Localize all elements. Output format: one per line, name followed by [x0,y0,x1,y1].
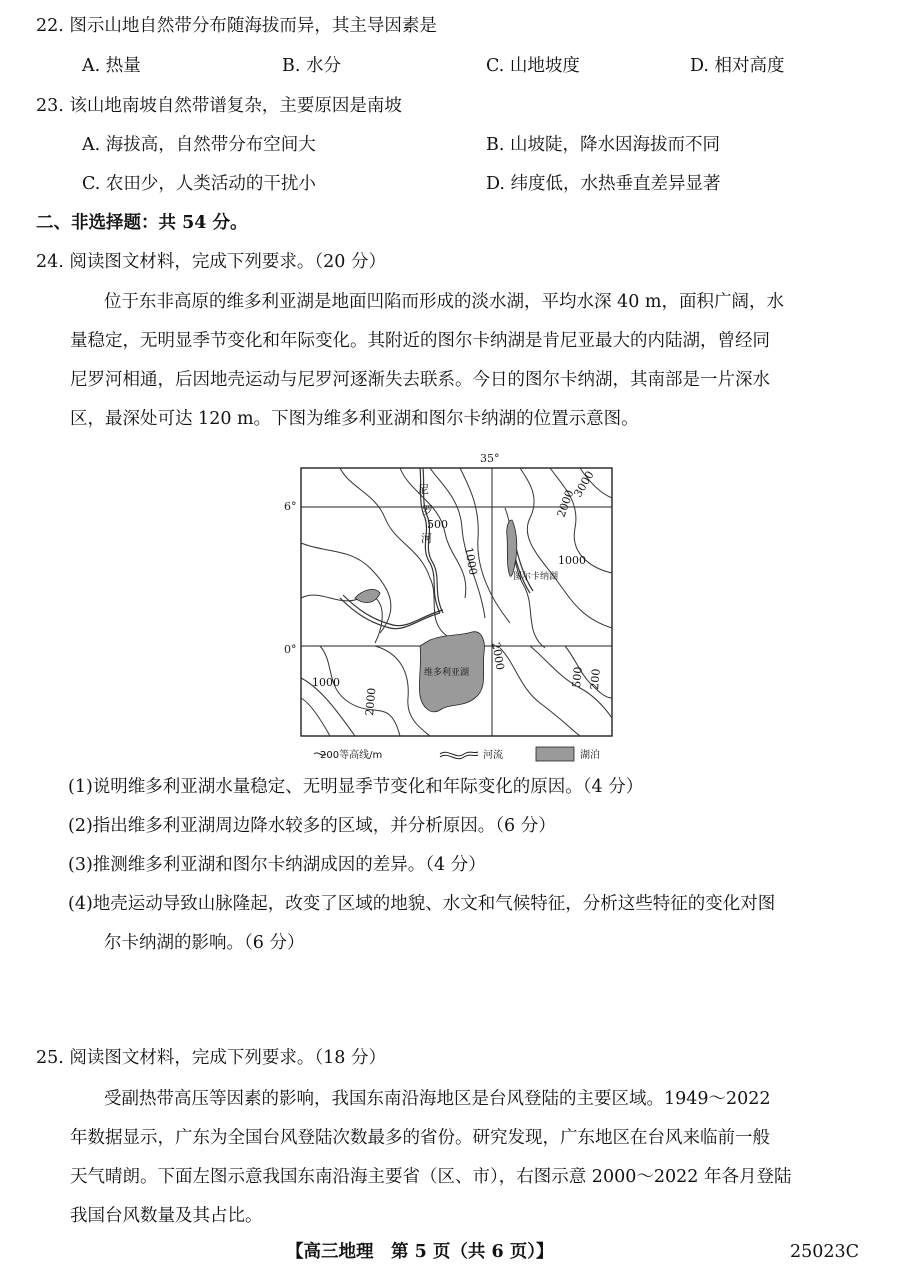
q25-paragraph-line-2: 年数据显示，广东为全国台风登陆次数最多的省份。研究发现，广东地区在台风来临前一般 [70,1128,770,1148]
q23-option-d: D. 纬度低，水热垂直差异显著 [486,174,721,194]
q24-sub-3: (3)推测维多利亚湖和图尔卡纳湖成因的差异。（4 分） [68,855,486,875]
q22-option-c: C. 山地坡度 [486,56,580,76]
q23-option-a: A. 海拔高，自然带分布空间大 [82,135,316,155]
lake-victoria-label: 维多利亚湖 [424,668,470,678]
contour-label-500: 500 [427,518,448,531]
section-2-title: 二、非选择题：共 54 分。 [36,213,248,233]
q24-paragraph-line-1: 位于东非高原的维多利亚湖是地面凹陷而形成的淡水湖，平均水深 40 m，面积广阔，水 [104,292,784,312]
q25-paragraph-line-4: 我国台风数量及其占比。 [70,1206,263,1226]
longitude-35-label: 35° [480,452,500,465]
q24-sub-2: (2)指出维多利亚湖周边降水较多的区域，并分析原因。（6 分） [68,816,556,836]
small-lake-shape [355,589,380,602]
q23-stem: 23. 该山地南坡自然带谱复杂，主要原因是南坡 [36,96,402,116]
legend-lake-label: 湖泊 [580,750,600,761]
page-footer-code: 25023C [790,1242,860,1262]
q22-stem: 22. 图示山地自然带分布随海拔而异，其主导因素是 [36,16,437,36]
q22-option-b: B. 水分 [282,56,341,76]
q24-stem: 24. 阅读图文材料，完成下列要求。（20 分） [36,252,386,272]
river-label-3: 河 [421,532,432,545]
q24-paragraph-line-3: 尼罗河相通，后因地壳运动与尼罗河逐渐失去联系。今日的图尔卡纳湖，其南部是一片深水 [70,370,770,390]
contour-label-3000: 3000 [571,468,597,500]
legend-contour-label: 200等高线/m [320,750,383,761]
contour-label-1000-c: 1000 [312,676,340,689]
contour-label-1000-b: 1000 [558,554,586,567]
q25-stem: 25. 阅读图文材料，完成下列要求。（18 分） [36,1048,386,1068]
river-lines [340,468,533,629]
q23-option-b: B. 山坡陡，降水因海拔而不同 [486,135,720,155]
q24-paragraph-line-4: 区，最深处可达 120 m。下图为维多利亚湖和图尔卡纳湖的位置示意图。 [70,409,639,429]
river-label-2: 罗 [422,504,433,517]
contour-label-2000-a: 2000 [554,488,577,520]
q24-sub-1: (1)说明维多利亚湖水量稳定、无明显季节变化和年际变化的原因。（4 分） [68,777,644,797]
q25-paragraph-line-3: 天气晴朗。下面左图示意我国东南沿海主要省（区、市），右图示意 2000～2022 年各月登陆 [70,1167,792,1187]
contour-label-2000-c: 2000 [363,687,379,717]
contour-label-500-b: 500 [570,666,585,689]
lake-location-map [280,448,640,770]
q24-sub-4: (4)地壳运动导致山脉隆起，改变了区域的地貌、水文和气候特征，分析这些特征的变化对图 [68,894,776,914]
q22-option-a: A. 热量 [82,56,141,76]
river-label-1: 尼 [418,483,429,496]
contour-label-1000-a: 1000 [462,546,480,577]
q22-option-d: D. 相对高度 [690,56,785,76]
q23-option-c: C. 农田少，人类活动的干扰小 [82,174,316,194]
legend-lake-symbol [536,747,574,761]
legend-river-label: 河流 [483,750,503,761]
q24-sub-4-cont: 尔卡纳湖的影响。（6 分） [104,933,305,953]
latitude-0-label: 0° [284,643,297,656]
contour-label-200: 200 [588,668,603,691]
map-legend [314,747,600,761]
page-footer-title: 【高三地理 第 5 页（共 6 页）】 [286,1242,554,1262]
latitude-6-label: 6° [284,500,297,513]
lake-turkana-shape [507,520,517,576]
contour-label-2000-b: 2000 [489,641,507,672]
lake-turkana-label: 图尔卡纳湖 [513,572,559,582]
q24-paragraph-line-2: 量稳定，无明显季节变化和年际变化。其附近的图尔卡纳湖是肯尼亚最大的内陆湖，曾经同 [70,331,770,351]
q25-paragraph-line-1: 受副热带高压等因素的影响，我国东南沿海地区是台风登陆的主要区域。1949～2022 [104,1089,771,1109]
